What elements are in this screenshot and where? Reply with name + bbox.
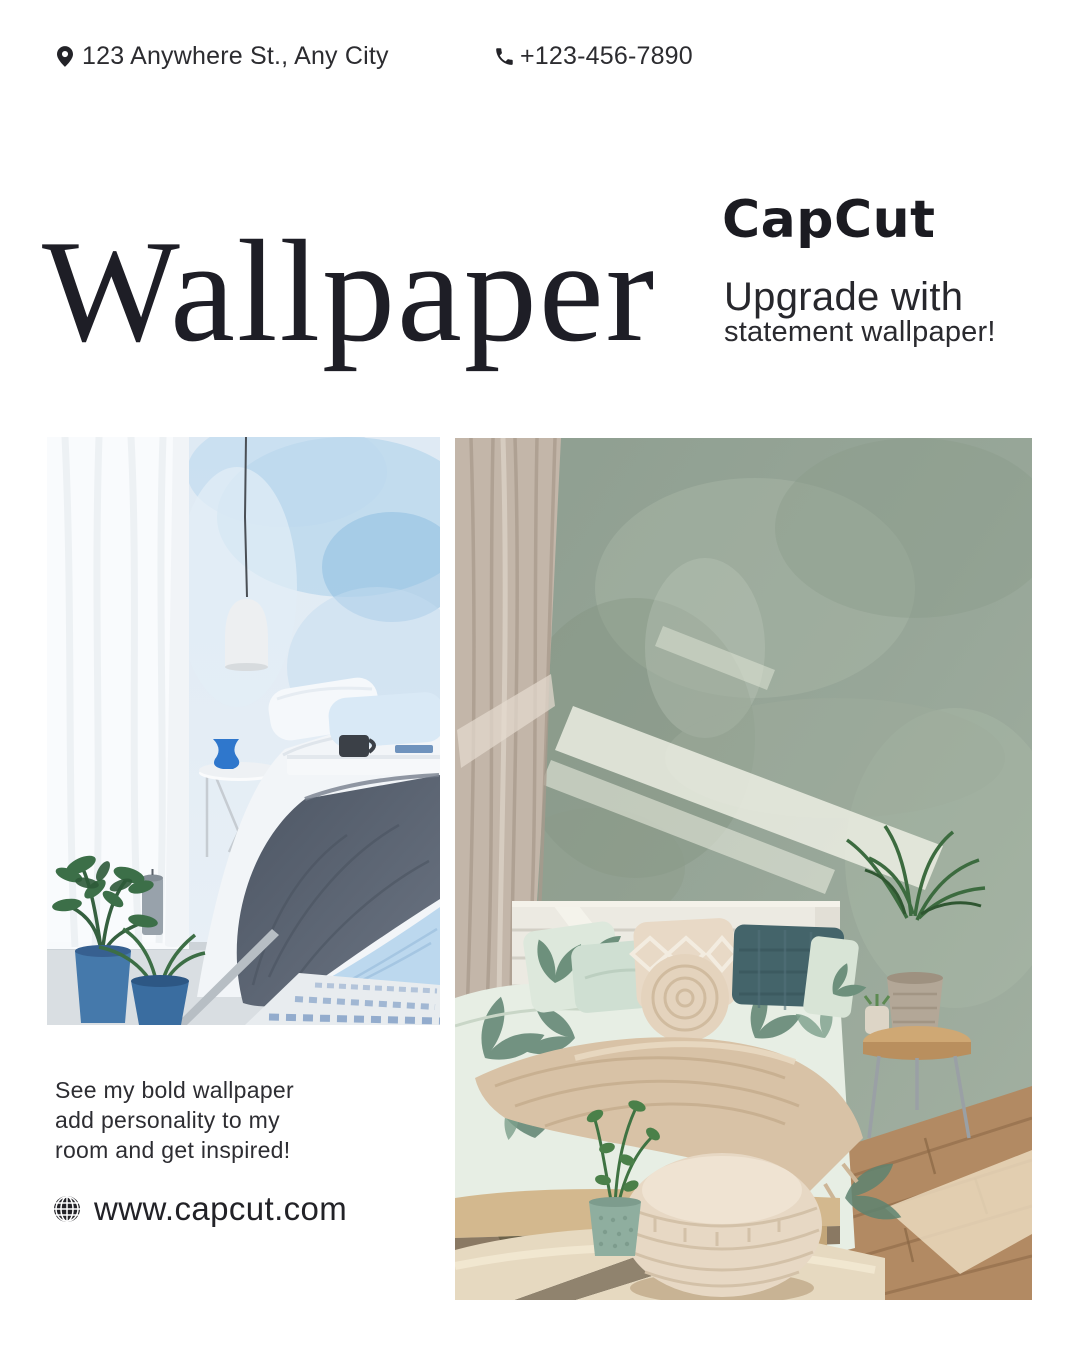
blue-bedroom-illustration: [47, 437, 440, 1025]
body-line-1: See my bold wallpaper: [55, 1077, 294, 1103]
body-copy: [55, 1075, 294, 1165]
tagline-line-1: Upgrade with: [724, 275, 964, 319]
crochet-pouf: [622, 1153, 822, 1300]
location-pin-icon: [57, 46, 73, 67]
website: [53, 1190, 347, 1228]
globe-icon: [53, 1195, 81, 1223]
tagline-line-2: statement wallpaper!: [724, 316, 996, 348]
contact-phone: [494, 42, 693, 71]
photo-blue-bedroom: [47, 437, 440, 1025]
contact-address: [57, 42, 389, 71]
body-line-2: add personality to my: [55, 1107, 280, 1133]
address-text: 123 Anywhere St., Any City: [82, 42, 389, 70]
brand-logo: CapCut: [722, 190, 936, 250]
page-title: Wallpaper: [42, 210, 657, 372]
phone-icon: [494, 46, 515, 67]
green-bedroom-illustration: [455, 438, 1032, 1300]
photo-green-bedroom: [455, 438, 1032, 1300]
phone-text: +123-456-7890: [520, 42, 693, 70]
website-url: www.capcut.com: [94, 1190, 348, 1227]
body-line-3: room and get inspired!: [55, 1137, 291, 1163]
